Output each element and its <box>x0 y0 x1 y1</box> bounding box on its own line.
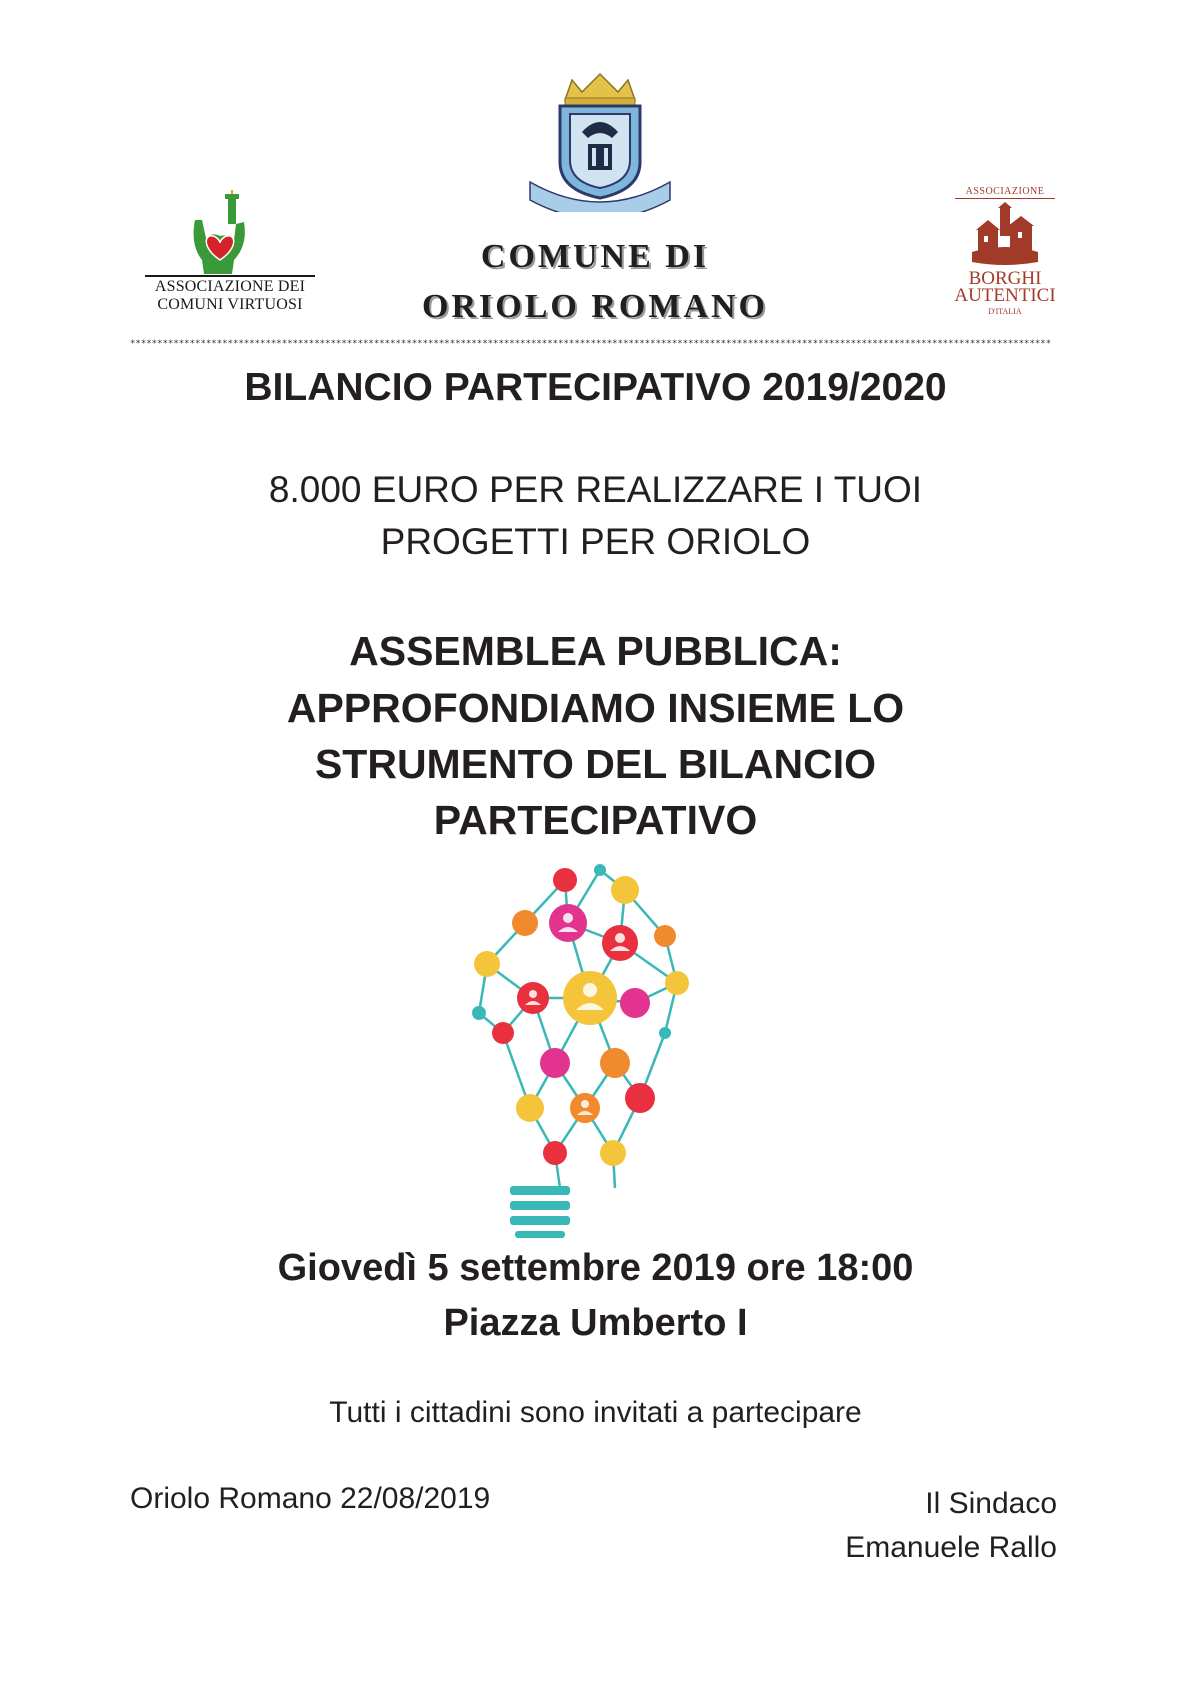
green-hand-heart-icon <box>140 190 320 275</box>
lightbulb-illustration <box>465 858 715 1238</box>
left-logo-line1: ASSOCIAZIONE DEI <box>154 278 306 295</box>
euro-line2: PROGETTI PER ORIOLO <box>380 521 811 562</box>
coat-of-arms-icon <box>520 72 680 212</box>
asterisk-separator: ************************************************************************************************************************************************************************** <box>130 339 1052 349</box>
assembly-line1: ASSEMBLEA PUBBLICA: <box>349 628 842 674</box>
footer-place-date: Oriolo Romano 22/08/2019 <box>130 1482 491 1515</box>
right-logo-line1: BORGHI <box>968 268 1042 289</box>
right-logo-line2: AUTENTICI <box>954 285 1056 306</box>
assembly-line4: PARTECIPATIVO <box>433 797 758 843</box>
right-logo-assoc: ASSOCIAZIONE <box>965 186 1045 197</box>
assembly-line3: STRUMENTO DEL BILANCIO <box>314 741 877 787</box>
associazione-comuni-virtuosi-logo <box>140 190 320 320</box>
comune-title-line1: COMUNE DI <box>480 238 710 275</box>
borghi-autentici-logo <box>950 186 1060 316</box>
right-logo-line3: D'ITALIA <box>988 307 1022 316</box>
event-place: Piazza Umberto I <box>443 1302 748 1344</box>
assembly-line2: APPROFONDIAMO INSIEME LO <box>286 685 905 731</box>
lightbulb-people-network-icon <box>465 858 715 1238</box>
invite-text: Tutti i cittadini sono invitati a partecipare <box>329 1396 862 1429</box>
comune-title-line2: ORIOLO ROMANO <box>422 288 768 325</box>
signer-name: Emanuele Rallo <box>845 1531 1057 1564</box>
euro-line1: 8.000 EURO PER REALIZZARE I TUOI <box>268 469 923 510</box>
oriolo-romano-coat-of-arms <box>520 72 680 212</box>
event-date: Giovedì 5 settembre 2019 ore 18:00 <box>277 1247 914 1289</box>
signature-block <box>845 1482 1057 1570</box>
left-logo-line2: COMUNI VIRTUOSI <box>157 296 303 313</box>
village-icon <box>970 202 1040 268</box>
main-title: BILANCIO PARTECIPATIVO 2019/2020 <box>244 366 947 409</box>
signer-role: Il Sindaco <box>925 1487 1057 1520</box>
